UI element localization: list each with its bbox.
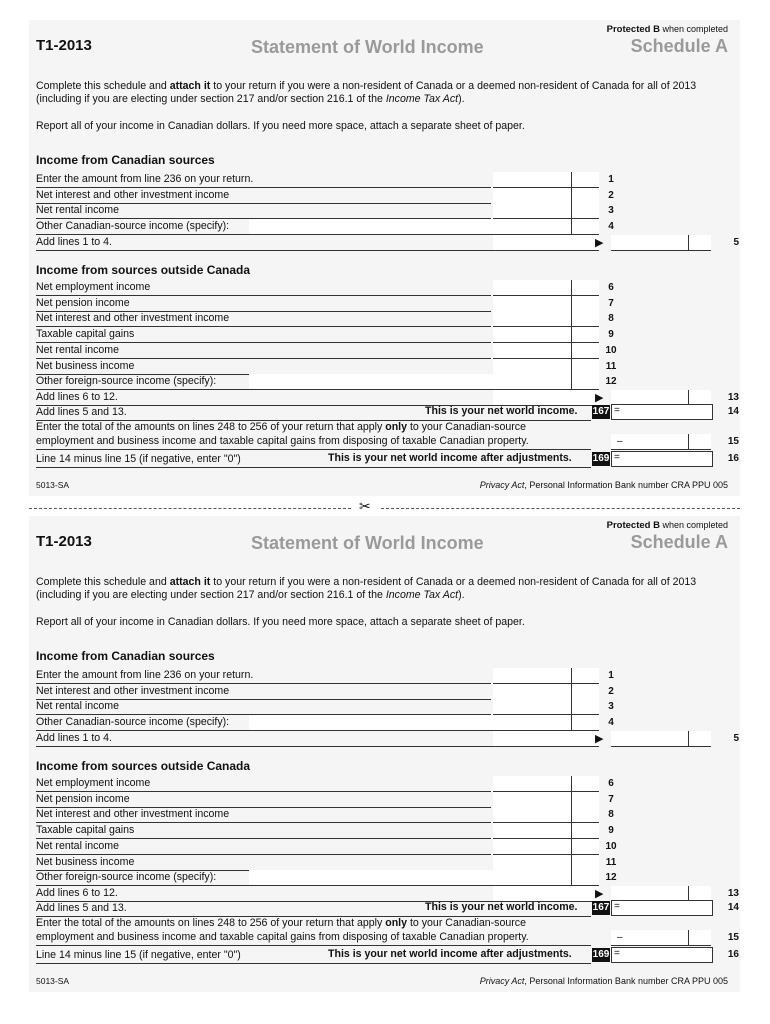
net-world-income-adjusted-text: This is your net world income after adjustments. xyxy=(328,948,572,960)
line-number-11: 11 xyxy=(605,856,617,868)
line-8-field[interactable] xyxy=(493,807,599,823)
line-5-label: Add lines 1 to 4. xyxy=(36,235,591,251)
line-8-field[interactable] xyxy=(493,311,599,327)
line-16-label: Line 14 minus line 15 (if negative, enter "0") xyxy=(36,452,591,468)
line-10-label: Net rental income xyxy=(36,839,491,855)
form-id: T1-2013 xyxy=(36,533,92,550)
line-11-label: Net business income xyxy=(36,359,491,375)
line-5-field[interactable] xyxy=(611,235,711,251)
line-5-subtotal[interactable] xyxy=(493,235,599,251)
line-1-field[interactable] xyxy=(493,172,599,188)
line-2-field[interactable] xyxy=(493,684,599,700)
line-12-label: Other foreign-source income (specify): xyxy=(36,870,491,886)
line-9-label: Taxable capital gains xyxy=(36,823,491,839)
line-number-9: 9 xyxy=(608,825,614,837)
line-15-text-2: employment and business income and taxable capital gains from disposing of taxable Canadian property. xyxy=(36,434,591,450)
line-16-field[interactable]: = xyxy=(611,947,713,963)
line-number-8: 8 xyxy=(608,809,614,821)
form-code: 5013-SA xyxy=(36,480,70,490)
line-4-label: Other Canadian-source income (specify): xyxy=(36,715,491,731)
line-12-field[interactable] xyxy=(493,870,599,886)
specify-input-4[interactable] xyxy=(249,715,493,731)
line-2-label: Net interest and other investment income xyxy=(36,684,491,700)
line-16-label: Line 14 minus line 15 (if negative, enter "0") xyxy=(36,948,591,964)
protected-label: Protected B when completed xyxy=(606,520,728,531)
line-number-2: 2 xyxy=(608,685,614,697)
line-15-text-1: Enter the total of the amounts on lines 248 to 256 of your return that apply only to your Canadian-source xyxy=(36,917,526,929)
code-169: 169 xyxy=(592,453,610,464)
line-number-15: 15 xyxy=(727,436,739,447)
line-5-subtotal[interactable] xyxy=(493,731,599,747)
line-13-label: Add lines 6 to 12. xyxy=(36,390,591,406)
line-number-9: 9 xyxy=(608,329,614,341)
privacy-notice: Privacy Act, Personal Information Bank number CRA PPU 005 xyxy=(479,976,728,986)
line-11-label: Net business income xyxy=(36,855,491,871)
canadian-heading: Income from Canadian sources xyxy=(36,153,215,167)
line-10-label: Net rental income xyxy=(36,343,491,359)
line-number-11: 11 xyxy=(605,360,617,372)
line-3-field[interactable] xyxy=(493,699,599,715)
line-5-field[interactable] xyxy=(611,731,711,747)
line-13-subtotal[interactable] xyxy=(493,390,599,406)
line-15-field[interactable] xyxy=(611,930,711,946)
minus-sign: – xyxy=(617,932,623,943)
intro-paragraph: Complete this schedule and attach it to your return if you were a non-resident of Canada or a deemed non-resident of Canada for all of 2013 (including if you are electing under section 217 and/or section 216.1 of the Income Tax Act). xyxy=(36,80,697,105)
line-number-10: 10 xyxy=(605,344,617,356)
foreign-heading: Income from sources outside Canada xyxy=(36,263,251,277)
line-number-6: 6 xyxy=(608,282,614,293)
privacy-notice: Privacy Act, Personal Information Bank number CRA PPU 005 xyxy=(479,480,728,490)
line-9-label: Taxable capital gains xyxy=(36,327,491,343)
line-14-label: Add lines 5 and 13. xyxy=(36,901,591,917)
schedule-copy-1 xyxy=(29,20,740,496)
schedule-copy-2 xyxy=(29,516,740,992)
line-1-field[interactable] xyxy=(493,668,599,684)
line-number-2: 2 xyxy=(608,189,614,201)
line-15-field[interactable] xyxy=(611,434,711,450)
code-167: 167 xyxy=(592,406,610,417)
line-15-text-2: employment and business income and taxable capital gains from disposing of taxable Canadian property. xyxy=(36,930,591,946)
arrow-icon: ▶ xyxy=(595,236,604,249)
line-2-label: Net interest and other investment income xyxy=(36,188,491,204)
line-1-label: Enter the amount from line 236 on your return. xyxy=(36,172,491,188)
arrow-icon: ▶ xyxy=(595,887,604,900)
line-4-field[interactable] xyxy=(493,219,599,235)
line-14-field[interactable]: = xyxy=(611,404,713,420)
cut-line xyxy=(29,498,740,514)
line-14-label: Add lines 5 and 13. xyxy=(36,405,591,421)
line-number-1: 1 xyxy=(608,670,614,681)
line-number-6: 6 xyxy=(608,778,614,789)
line-12-label: Other foreign-source income (specify): xyxy=(36,374,491,390)
line-12-field[interactable] xyxy=(493,374,599,390)
line-8-label: Net interest and other investment income xyxy=(36,311,491,327)
line-10-field[interactable] xyxy=(493,839,599,855)
line-13-subtotal[interactable] xyxy=(493,886,599,902)
line-number-13: 13 xyxy=(727,391,739,403)
foreign-heading: Income from sources outside Canada xyxy=(36,759,251,773)
line-2-field[interactable] xyxy=(493,188,599,204)
specify-input-4[interactable] xyxy=(249,219,493,235)
cut-dash-left xyxy=(29,508,351,509)
line-number-14: 14 xyxy=(727,902,739,913)
line-15-text-1: Enter the total of the amounts on lines 248 to 256 of your return that apply only to your Canadian-source xyxy=(36,421,526,433)
line-4-field[interactable] xyxy=(493,715,599,731)
line-7-field[interactable] xyxy=(493,296,599,312)
schedule-label: Schedule A xyxy=(630,532,728,552)
line-9-field[interactable] xyxy=(493,327,599,343)
report-instruction: Report all of your income in Canadian dollars. If you need more space, attach a separate sheet of paper. xyxy=(36,616,525,628)
line-7-field[interactable] xyxy=(493,792,599,808)
line-6-field[interactable] xyxy=(493,280,599,296)
line-11-field[interactable] xyxy=(493,855,599,871)
line-number-4: 4 xyxy=(608,221,614,233)
line-number-14: 14 xyxy=(727,406,739,417)
cut-dash-right xyxy=(381,508,740,509)
line-10-field[interactable] xyxy=(493,343,599,359)
line-number-10: 10 xyxy=(605,840,617,852)
line-6-label: Net employment income xyxy=(36,776,491,792)
specify-input-12[interactable] xyxy=(249,870,493,886)
canadian-heading: Income from Canadian sources xyxy=(36,649,215,663)
scissors-icon: ✂ xyxy=(359,498,371,514)
line-number-7: 7 xyxy=(608,793,614,805)
form-title: Statement of World Income xyxy=(251,533,484,553)
line-number-1: 1 xyxy=(608,174,614,185)
line-number-12: 12 xyxy=(605,376,617,388)
code-167: 167 xyxy=(592,902,610,913)
line-14-field[interactable]: = xyxy=(611,900,713,916)
line-number-5: 5 xyxy=(733,732,739,744)
form-title: Statement of World Income xyxy=(251,37,484,57)
line-number-7: 7 xyxy=(608,297,614,309)
schedule-label: Schedule A xyxy=(630,36,728,56)
line-9-field[interactable] xyxy=(493,823,599,839)
line-7-label: Net pension income xyxy=(36,296,491,312)
form-code: 5013-SA xyxy=(36,976,70,986)
net-world-income-text: This is your net world income. xyxy=(425,405,578,417)
line-5-label: Add lines 1 to 4. xyxy=(36,731,591,747)
net-world-income-text: This is your net world income. xyxy=(425,901,578,913)
line-number-16: 16 xyxy=(727,949,739,960)
line-7-label: Net pension income xyxy=(36,792,491,808)
code-169: 169 xyxy=(592,949,610,960)
line-number-5: 5 xyxy=(733,236,739,248)
line-number-4: 4 xyxy=(608,717,614,729)
line-number-8: 8 xyxy=(608,313,614,325)
line-3-label: Net rental income xyxy=(36,699,491,715)
form-id: T1-2013 xyxy=(36,37,92,54)
line-number-3: 3 xyxy=(608,205,614,217)
intro-paragraph: Complete this schedule and attach it to your return if you were a non-resident of Canada or a deemed non-resident of Canada for all of 2013 (including if you are electing under section 217 and/or section 216.1 of the Income Tax Act). xyxy=(36,576,697,601)
line-number-3: 3 xyxy=(608,701,614,713)
line-3-field[interactable] xyxy=(493,203,599,219)
line-8-label: Net interest and other investment income xyxy=(36,807,491,823)
line-3-label: Net rental income xyxy=(36,203,491,219)
line-4-label: Other Canadian-source income (specify): xyxy=(36,219,491,235)
line-number-13: 13 xyxy=(727,887,739,899)
line-11-field[interactable] xyxy=(493,359,599,375)
line-1-label: Enter the amount from line 236 on your return. xyxy=(36,668,491,684)
protected-label: Protected B when completed xyxy=(606,24,728,35)
line-16-field[interactable]: = xyxy=(611,451,713,467)
arrow-icon: ▶ xyxy=(595,391,604,404)
line-number-16: 16 xyxy=(727,453,739,464)
specify-input-12[interactable] xyxy=(249,374,493,390)
arrow-icon: ▶ xyxy=(595,732,604,745)
net-world-income-adjusted-text: This is your net world income after adjustments. xyxy=(328,452,572,464)
line-6-label: Net employment income xyxy=(36,280,491,296)
line-number-15: 15 xyxy=(727,932,739,943)
line-6-field[interactable] xyxy=(493,776,599,792)
line-number-12: 12 xyxy=(605,872,617,884)
report-instruction: Report all of your income in Canadian dollars. If you need more space, attach a separate sheet of paper. xyxy=(36,120,525,132)
minus-sign: – xyxy=(617,436,623,447)
line-13-label: Add lines 6 to 12. xyxy=(36,886,591,902)
